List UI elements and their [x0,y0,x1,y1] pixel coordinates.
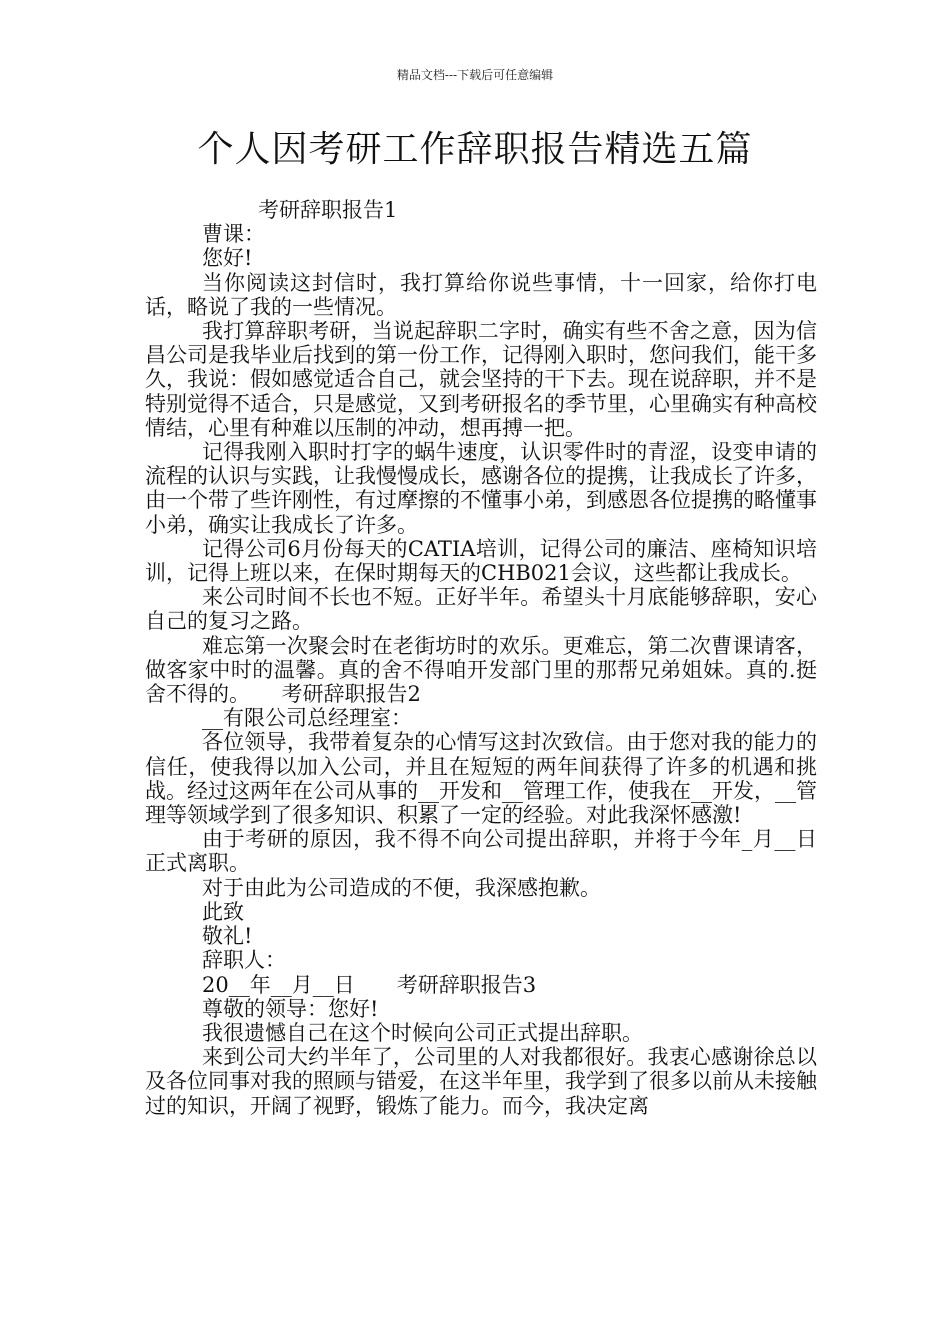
document-body [145,198,817,1118]
paragraph: 各位领导，我带着复杂的心情写这封次致信。由于您对我的能力的信任，使我得以加入公司，并且在短短的两年间获得了许多的机遇和挑战。经过这两年在公司从事的__开发和__管理工作，使我在__开发，__管理等领域学到了很多知识、积累了一定的经验。对此我深怀感激! [145,730,817,828]
paragraph: 敬礼! [202,924,253,949]
paragraph: 此致 [202,899,244,924]
paragraph: 曹课： [202,222,265,247]
paragraph: 记得公司6月份每天的CATIA培训，记得公司的廉洁、座椅知识培训，记得上班以来，在保时期每天的CHB021会议，这些都让我成长。 [145,536,817,586]
paragraph: 来到公司大约半年了，公司里的人对我都很好。我衷心感谢徐总以及各位同事对我的照顾与错爱，在这半年里，我学到了很多以前从未接触过的知识，开阔了视野，锻炼了能力。而今，我决定离 [145,1045,817,1118]
paragraph: 难忘第一次聚会时在老街坊时的欢乐。更难忘，第二次曹课请客，做客家中时的温馨。真的舍不得咱开发部门里的那帮兄弟姐妹。真的.挺舍不得的。 考研辞职报告2 [145,633,817,707]
paragraph: 您好! [202,246,253,271]
paragraph: 当你阅读这封信时，我打算给你说些事情，十一回家，给你打电话，略说了我的一些情况。 [145,270,817,319]
paragraph: 我打算辞职考研，当说起辞职二字时，确实有些不舍之意，因为信昌公司是我毕业后找到的第一份工作，记得刚入职时，您问我们，能干多久，我说：假如感觉适合自己，就会坚持的干下去。现在说辞职，并不是特别觉得不适合，只是感觉，又到考研报名的季节里，心里确实有种高校情结，心里有种难以压制的冲动，想再搏一把。 [145,319,817,440]
paragraph: 我很遗憾自己在这个时候向公司正式提出辞职。 [202,1020,643,1045]
paragraph: 20__年__月__日 考研辞职报告3 [202,972,537,997]
paragraph: 记得我刚入职时打字的蜗牛速度，认识零件时的青涩，设变申请的流程的认识与实践，让我慢慢成长，感谢各位的提携，让我成长了许多，由一个带了些许刚性，有过摩擦的不懂事小弟，到感恩各位提携的略懂事小弟，确实让我成长了许多。 [145,440,817,537]
paragraph: 对于由此为公司造成的不便，我深感抱歉。 [202,875,601,900]
page-header: 精品文档---下载后可任意编辑 [396,68,554,82]
paragraph: 辞职人： [202,948,286,973]
paragraph: 来公司时间不长也不短。正好半年。希望头十月底能够辞职，安心自己的复习之路。 [145,585,817,634]
paragraph: 尊敬的领导：您好! [202,996,379,1021]
document-title: 个人因考研工作辞职报告精选五篇 [197,129,753,170]
paragraph: __有限公司总经理室： [202,706,412,731]
section-heading: 考研辞职报告1 [258,198,398,222]
paragraph: 由于考研的原因，我不得不向公司提出辞职，并将于今年_月__日正式离职。 [145,827,817,876]
